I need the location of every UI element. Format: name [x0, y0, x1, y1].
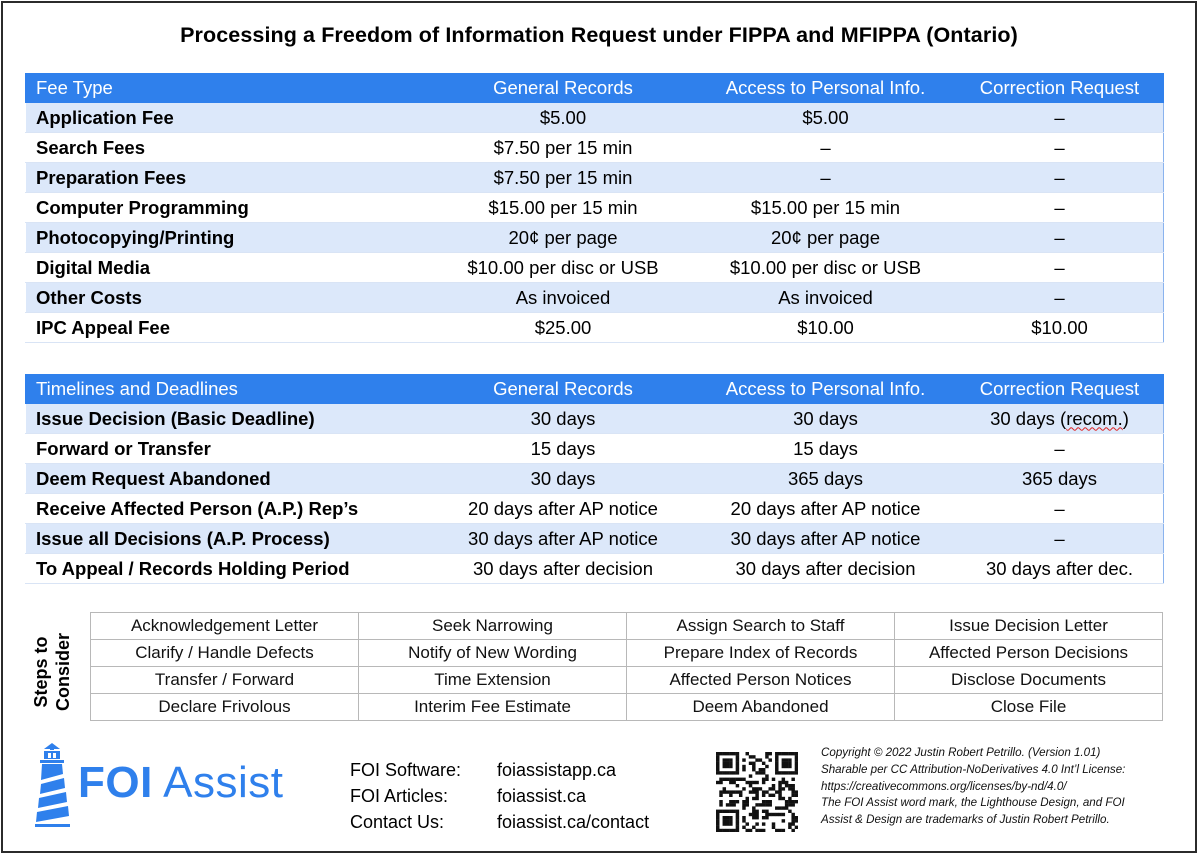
table-cell: –: [956, 434, 1164, 464]
row-label: Receive Affected Person (A.P.) Rep’s: [26, 494, 431, 524]
table-row: [26, 163, 1164, 193]
table-cell: –: [956, 133, 1164, 163]
table-cell: 365 days: [696, 464, 956, 494]
contact-label: Contact Us:: [350, 812, 445, 832]
logo-wordmark: [78, 758, 283, 808]
table-row: [26, 434, 1164, 464]
table-cell: 15 days: [696, 434, 956, 464]
copyright-line-1: Copyright © 2022 Justin Robert Petrillo. (Version 1.01): [821, 746, 1101, 759]
timelines-col-header: Correction Request: [956, 375, 1164, 404]
timeline-table: [25, 374, 1164, 584]
step-cell: Notify of New Wording: [359, 640, 627, 667]
fee-table-header: [26, 74, 1164, 103]
table-row: [26, 193, 1164, 223]
table-cell: 30 days after AP notice: [696, 524, 956, 554]
steps-row: [91, 667, 1163, 694]
contact-link[interactable]: foiassist.ca: [497, 786, 587, 806]
table-cell: –: [956, 163, 1164, 193]
row-label: Issue all Decisions (A.P. Process): [26, 524, 431, 554]
copyright-line-3: https://creativecommons.org/licenses/by-nd/4.0/: [821, 779, 1067, 793]
table-cell: 30 days after decision: [431, 554, 696, 584]
table-row: [26, 103, 1164, 133]
row-label: Preparation Fees: [26, 163, 431, 193]
table-cell: $7.50 per 15 min: [431, 163, 696, 193]
table-row: [26, 313, 1164, 343]
table-cell: 365 days: [956, 464, 1164, 494]
table-cell: 20 days after AP notice: [431, 494, 696, 524]
row-label: Computer Programming: [26, 193, 431, 223]
table-cell: –: [956, 223, 1164, 253]
timeline-table-header: [26, 375, 1164, 404]
table-row: [26, 494, 1164, 524]
table-cell: 30 days (recom.): [956, 404, 1164, 434]
step-cell: Close File: [895, 694, 1163, 721]
row-label: Application Fee: [26, 103, 431, 133]
table-cell: –: [956, 103, 1164, 133]
table-cell: $5.00: [431, 103, 696, 133]
row-label: Photocopying/Printing: [26, 223, 431, 253]
logo-wordmark-bold: FOI: [78, 758, 153, 807]
row-label: To Appeal / Records Holding Period: [26, 554, 431, 584]
row-label: IPC Appeal Fee: [26, 313, 431, 343]
steps-row: [91, 694, 1163, 721]
table-cell: 30 days: [696, 404, 956, 434]
table-cell: As invoiced: [696, 283, 956, 313]
qr-code-icon: [716, 752, 798, 832]
logo-wordmark-rest: Assist: [152, 758, 284, 807]
foi-assist-logo: [32, 742, 322, 827]
table-cell: $7.50 per 15 min: [431, 133, 696, 163]
contact-link[interactable]: foiassistapp.ca: [497, 760, 617, 780]
steps-label: [22, 620, 82, 724]
table-row: [26, 133, 1164, 163]
steps-grid: [90, 612, 1163, 721]
steps-row: [91, 613, 1163, 640]
table-cell: –: [696, 163, 956, 193]
copyright-line-5: Assist & Design are trademarks of Justin Robert Petrillo.: [821, 813, 1110, 827]
step-cell: Affected Person Notices: [627, 667, 895, 694]
contact-row: [350, 783, 649, 809]
table-cell: $10.00 per disc or USB: [696, 253, 956, 283]
timelines-col-header: General Records: [431, 375, 696, 404]
table-cell: –: [956, 193, 1164, 223]
steps-label-line1: Steps to: [31, 636, 51, 708]
table-cell: $10.00: [696, 313, 956, 343]
table-cell: $10.00: [956, 313, 1164, 343]
table-row: [26, 253, 1164, 283]
table-cell: 30 days: [431, 464, 696, 494]
row-label: Issue Decision (Basic Deadline): [26, 404, 431, 434]
row-label: Other Costs: [26, 283, 431, 313]
lighthouse-icon: [32, 742, 72, 827]
fees-col-header: Fee Type: [26, 74, 431, 103]
contact-list: [350, 757, 649, 835]
contact-row: [350, 809, 649, 835]
table-cell: 20 days after AP notice: [696, 494, 956, 524]
table-cell: 20¢ per page: [431, 223, 696, 253]
contact-row: [350, 757, 649, 783]
table-cell: –: [956, 283, 1164, 313]
contact-label: FOI Software:: [350, 760, 462, 780]
fees-col-header: Access to Personal Info.: [696, 74, 956, 103]
table-row: [26, 464, 1164, 494]
table-cell: –: [696, 133, 956, 163]
step-cell: Issue Decision Letter: [895, 613, 1163, 640]
table-cell: 30 days: [431, 404, 696, 434]
step-cell: Assign Search to Staff: [627, 613, 895, 640]
page-title: Processing a Freedom of Information Request under FIPPA and MFIPPA (Ontario): [180, 23, 1018, 47]
row-label: Digital Media: [26, 253, 431, 283]
table-cell: 15 days: [431, 434, 696, 464]
table-cell: As invoiced: [431, 283, 696, 313]
fees-col-header: General Records: [431, 74, 696, 103]
timelines-col-header: Timelines and Deadlines: [26, 375, 431, 404]
step-cell: Affected Person Decisions: [895, 640, 1163, 667]
step-cell: Prepare Index of Records: [627, 640, 895, 667]
steps-row: [91, 640, 1163, 667]
table-row: [26, 524, 1164, 554]
copyright-line-4: The FOI Assist word mark, the Lighthouse Design, and FOI: [821, 796, 1125, 810]
contact-label: FOI Articles:: [350, 786, 449, 806]
step-cell: Declare Frivolous: [91, 694, 359, 721]
table-cell: $5.00: [696, 103, 956, 133]
table-cell: –: [956, 494, 1164, 524]
step-cell: Interim Fee Estimate: [359, 694, 627, 721]
table-cell: –: [956, 253, 1164, 283]
timelines-col-header: Access to Personal Info.: [696, 375, 956, 404]
table-cell: 30 days after decision: [696, 554, 956, 584]
table-cell: 20¢ per page: [696, 223, 956, 253]
step-cell: Transfer / Forward: [91, 667, 359, 694]
fee-table: [25, 73, 1164, 343]
table-cell: 30 days after dec.: [956, 554, 1164, 584]
step-cell: Deem Abandoned: [627, 694, 895, 721]
step-cell: Time Extension: [359, 667, 627, 694]
table-row: [26, 283, 1164, 313]
table-row: [26, 404, 1164, 434]
fees-col-header: Correction Request: [956, 74, 1164, 103]
copyright-line-2: Sharable per CC Attribution-NoDerivatives 4.0 Int’l License:: [821, 762, 1126, 776]
step-cell: Seek Narrowing: [359, 613, 627, 640]
step-cell: Clarify / Handle Defects: [91, 640, 359, 667]
row-label: Forward or Transfer: [26, 434, 431, 464]
contact-link[interactable]: foiassist.ca/contact: [497, 812, 650, 832]
table-row: [26, 223, 1164, 253]
table-cell: 30 days after AP notice: [431, 524, 696, 554]
copyright-notice: [821, 745, 1181, 829]
row-label: Search Fees: [26, 133, 431, 163]
table-cell: $10.00 per disc or USB: [431, 253, 696, 283]
step-cell: Acknowledgement Letter: [91, 613, 359, 640]
steps-label-line2: Consider: [53, 633, 73, 712]
table-cell: $25.00: [431, 313, 696, 343]
table-row: [26, 554, 1164, 584]
step-cell: Disclose Documents: [895, 667, 1163, 694]
row-label: Deem Request Abandoned: [26, 464, 431, 494]
table-cell: $15.00 per 15 min: [431, 193, 696, 223]
table-cell: –: [956, 524, 1164, 554]
table-cell: $15.00 per 15 min: [696, 193, 956, 223]
